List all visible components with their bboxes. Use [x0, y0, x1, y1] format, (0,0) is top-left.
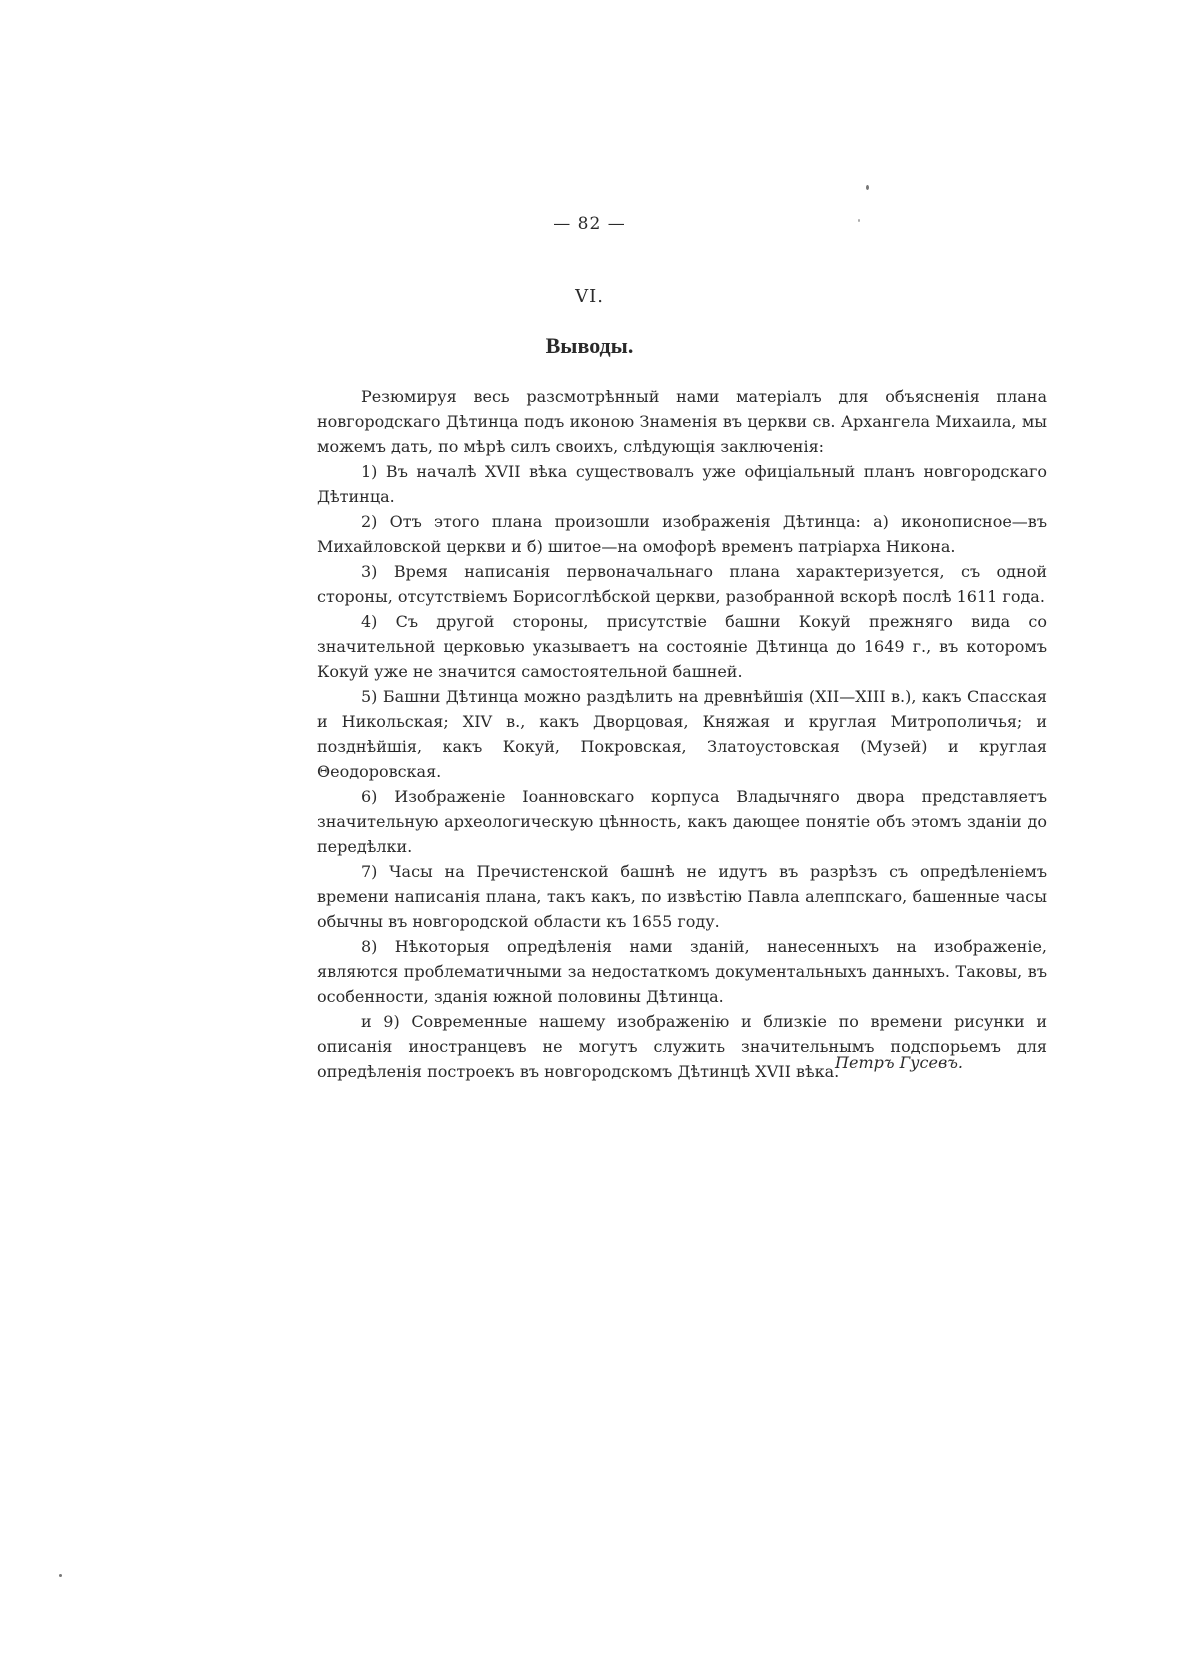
paragraph-conclusion-7: 7) Часы на Пречистенской башнѣ не идутъ въ разрѣзъ съ опредѣленіемъ времени написанія плана, такъ какъ, по извѣстію Павла алеппскаго, башенные часы обычны въ новгородской области къ 1655 году. — [317, 862, 1047, 931]
paragraph-conclusion-4: 4) Съ другой стороны, присутствіе башни Кокуй прежняго вида со значительной церковью указываетъ на состояніе Дѣтинца до 1649 г., въ которомъ Кокуй уже не значится самостоятельной башней. — [317, 612, 1047, 681]
section-numeral: VI. — [575, 286, 604, 307]
paragraph-conclusion-5: 5) Башни Дѣтинца можно раздѣлить на древнѣйшія (XII—XIII в.), какъ Спасская и Никольская; XIV в., какъ Дворцовая, Княжая и круглая Митрополичья; и позднѣйшія, какъ Кокуй, Покровская, Златоустовская (Музей) и круглая Θеодоровская. — [317, 687, 1047, 781]
paragraph-conclusion-3: 3) Время написанія первоначальнаго плана характеризуется, съ одной стороны, отсутствіемъ Борисоглѣбской церкви, разобранной вскорѣ послѣ 1611 года. — [317, 562, 1047, 606]
paragraph-conclusion-8: 8) Нѣкоторыя опредѣленія нами зданій, нанесенныхъ на изображеніе, являются проблематичными за недостаткомъ документальныхъ данныхъ. Таковы, въ особенности, зданія южной половины Дѣтинца. — [317, 937, 1047, 1006]
scan-speck — [866, 185, 869, 190]
paragraph-conclusion-6: 6) Изображеніе Іоанновскаго корпуса Владычняго двора представляетъ значительную археологическую цѣнность, какъ дающее понятіе объ этомъ зданіи до передѣлки. — [317, 787, 1047, 856]
paragraph-conclusion-9: и 9) Современные нашему изображенію и близкіе по времени рисунки и описанія иностранцевъ не могутъ служить значительнымъ подспорьемъ для опредѣленія построекъ въ новгородскомъ Дѣтинцѣ XVII вѣка. — [317, 1012, 1047, 1081]
page-number: — 82 — — [553, 214, 626, 234]
author-signature: Петръ Гусевъ. — [835, 1053, 963, 1072]
scan-speck — [858, 219, 860, 222]
scan-speck — [59, 1574, 62, 1577]
body-text — [317, 384, 1047, 1084]
paragraph-conclusion-1: 1) Въ началѣ XVII вѣка существовалъ уже офиціальный планъ новгородскаго Дѣтинца. — [317, 462, 1047, 506]
paragraph-conclusion-2: 2) Отъ этого плана произошли изображенія Дѣтинца: а) иконописное—въ Михайловской церкви и б) шитое—на омофорѣ временъ патріарха Никона. — [317, 512, 1047, 556]
paragraph-intro: Резюмируя весь разсмотрѣнный нами матеріалъ для объясненія плана новгородскаго Дѣтинца подъ иконою Знаменія въ церкви св. Архангела Михаила, мы можемъ дать, по мѣрѣ силъ своихъ, слѣдующія заключенія: — [317, 387, 1047, 456]
section-title: Выводы. — [545, 333, 634, 358]
